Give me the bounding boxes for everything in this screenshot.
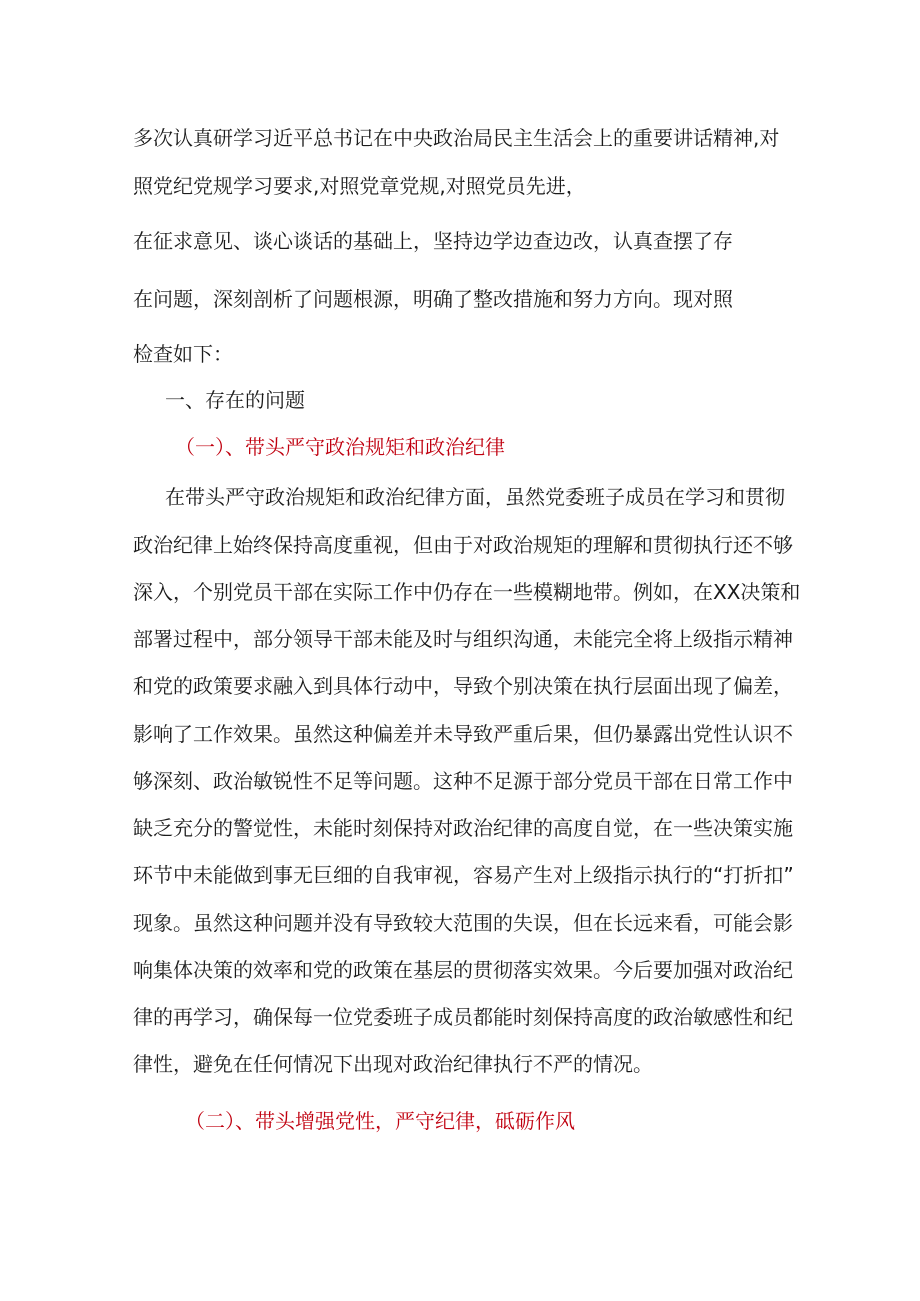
paragraph-line: 响集体决策的效率和党的政策在基层的贯彻落实效果。今后要加强对政治纪 (133, 958, 793, 982)
intro-line-5: 检查如下： (133, 342, 233, 366)
paragraph-line: 深入，个别党员干部在实际工作中仍存在一些模糊地带。例如，在XX决策和 (133, 580, 801, 604)
section-heading: 一、存在的问题 (165, 388, 305, 412)
paragraph-line: 影响了工作效果。虽然这种偏差并未导致严重后果，但仍暴露出党性认识不 (133, 722, 793, 746)
paragraph-line: 和党的政策要求融入到具体行动中，导致个别决策在执行层面出现了偏差， (133, 674, 793, 698)
paragraph-line: 够深刻、政治敏锐性不足等问题。这种不足源于部分党员干部在日常工作中 (133, 769, 793, 793)
subsection-2-heading: （二）、带头增强党性，严守纪律，砥砺作风 (185, 1109, 575, 1133)
subsection-1-heading: （一）、带头严守政治规矩和政治纪律 (175, 435, 505, 459)
paragraph-line: 律性，避免在任何情况下出现对政治纪律执行不严的情况。 (133, 1052, 653, 1076)
paragraph-line: 现象。虽然这种问题并没有导致较大范围的失误，但在长远来看，可能会影 (133, 911, 793, 935)
intro-line-3: 在征求意见、谈心谈话的基础上，坚持边学边查边改，认真查摆了存 (133, 229, 733, 253)
paragraph-line: 缺乏充分的警觉性，未能时刻保持对政治纪律的高度自觉，在一些决策实施 (133, 816, 793, 840)
intro-line-4: 在问题，深刻剖析了问题根源，明确了整改措施和努力方向。现对照 (133, 287, 733, 311)
paragraph-line: 律的再学习，确保每一位党委班子成员都能时刻保持高度的政治敏感性和纪 (133, 1005, 793, 1029)
intro-line-2: 照党纪党规学习要求,对照党章党规,对照党员先进， (133, 174, 586, 198)
paragraph-line: 政治纪律上始终保持高度重视，但由于对政治规矩的理解和贯彻执行还不够 (133, 533, 793, 557)
paragraph-line: 部署过程中，部分领导干部未能及时与组织沟通，未能完全将上级指示精神 (133, 627, 793, 651)
intro-line-1: 多次认真研学习近平总书记在中央政治局民主生活会上的重要讲话精神,对 (133, 126, 780, 150)
paragraph-line: 环节中未能做到事无巨细的自我审视，容易产生对上级指示执行的“打折扣” (133, 863, 794, 887)
paragraph-line: 在带头严守政治规矩和政治纪律方面，虽然党委班子成员在学习和贯彻 (165, 485, 785, 509)
